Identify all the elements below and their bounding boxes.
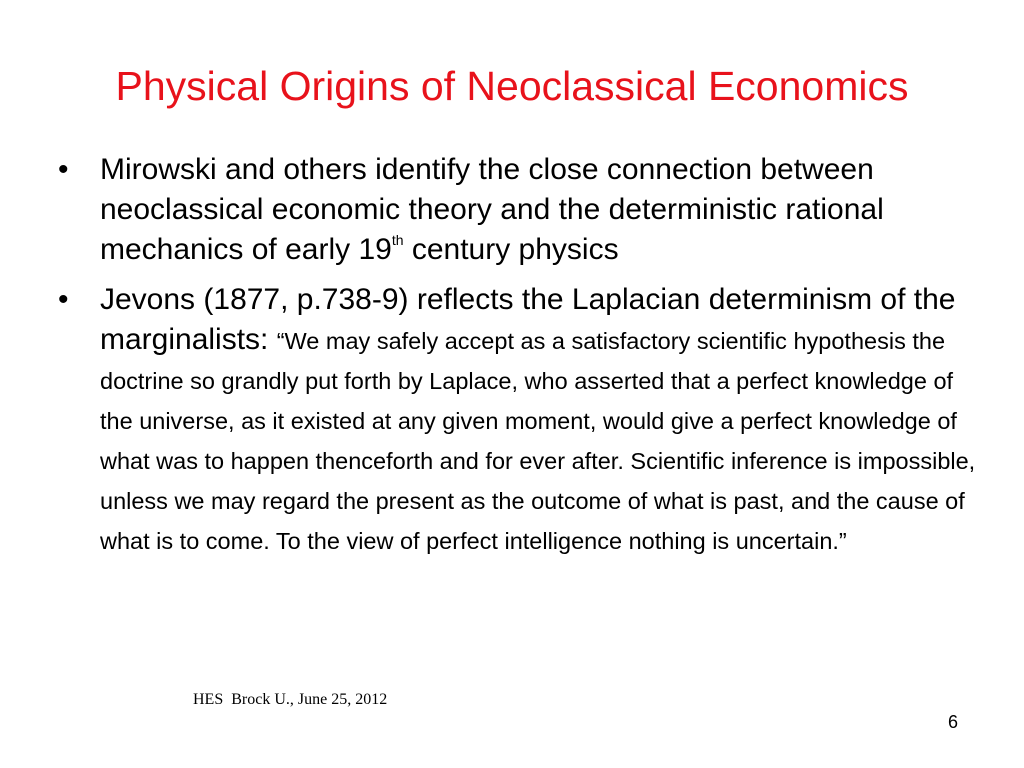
bullet-text-part-2: century physics <box>403 233 619 266</box>
bullet-item-mirowski <box>58 150 978 270</box>
footer-text: HES Brock U., June 25, 2012 <box>193 691 388 708</box>
bullet-list <box>58 150 978 560</box>
bullet-text-part-1: Mirowski and others identify the close connection between neoclassical economic theory and the deterministic rational mechanics of early 19 <box>100 153 884 266</box>
superscript-th: th <box>391 232 404 248</box>
slide-title: Physical Origins of Neoclassical Economics <box>115 63 909 109</box>
page-number: 6 <box>948 712 959 732</box>
jevons-quote: “We may safely accept as a satisfactory scientific hypothesis the doctrine so grandly put forth by Laplace, who asserted that a perfect knowledge of the universe, as it existed at any given moment, would give a perfect knowledge of what was to happen thenceforth and for ever after. Scientific inference is impossible, unless we may regard the present as the outcome of what is past, and the cause of what is to come. To the view of perfect intelligence nothing is uncertain.” <box>100 328 976 554</box>
bullet-dot-icon: • <box>58 283 69 316</box>
bullet-text: Jevons (1877, p.738-9) reflects the Laplacian determinism of the marginalists: <box>100 283 956 356</box>
bullet-dot-icon: • <box>58 153 69 186</box>
bullet-item-jevons <box>58 280 978 560</box>
